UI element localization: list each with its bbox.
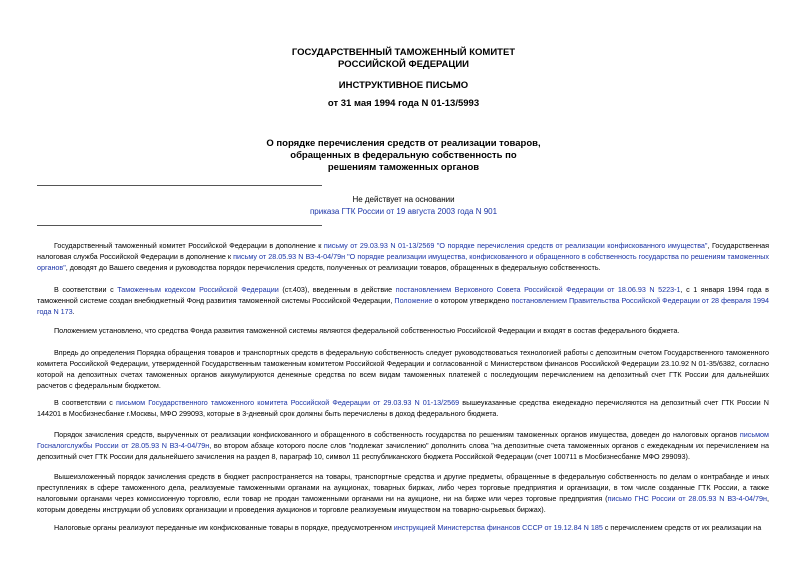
paragraph-1 [37,240,769,273]
link-customs-code[interactable]: Таможенным кодексом Российской Федерации [117,285,279,294]
link-gns-letter-79n[interactable]: письмом Госналогслужбы России от 28.05.93 N ВЗ-4-04/79н [37,430,769,450]
link-gns-letter-79n-2[interactable]: письмо ГНС России от 28.05.93 N ВЗ-4-04/79н [607,494,767,503]
link-supreme-council-resolution[interactable]: постановлением Верховного Совета Российской Федерации от 18.06.93 N 5223-1 [395,285,681,294]
status-note-link-row [0,206,807,218]
paragraph-text: с перечислением средств от их реализации на [602,523,762,532]
status-link[interactable]: приказа ГТК России от 19 августа 2003 года N 901 [309,207,498,216]
title-line-1: О порядке перечисления средств от реализации товаров, [266,138,541,149]
paragraph-text: , которым доведены инструкции об условиях организации и проведения аукционов и торговле реализуемым имуществом на товарно-сырьевых биржах). [37,494,769,514]
paragraph-text: . [72,307,75,316]
status-note: Не действует на основании [352,195,455,204]
paragraph-text: , с 1 января 1994 года в таможенной системе создан внебюджетный Фонд развития таможенной системы Российской Федерации, [37,285,769,305]
title-line-2: обращенных в федеральную собственность по [290,150,517,161]
paragraph-text: , доводят до Вашего сведения и руководства порядок перечисления средств, полученных от реализации товаров, обращенных в федеральную собственность. [65,263,601,272]
title-line-3: решениям таможенных органов [327,162,480,173]
divider-top [37,185,322,186]
link-minfin-instruction-185[interactable]: инструкцией Министерства финансов СССР от 19.12.84 N 185 [393,523,603,532]
paragraph-5 [37,397,769,419]
paragraph-text: вышеуказанные средства ежедекадно перечисляются на депозитный счет ГТК России N 144201 в Мосбизнесбанке г.Москвы, МФО 299093, которые в 3-дневный срок должны быть перечислены в доход федерального бюджета. [37,398,769,418]
link-government-resolution-173[interactable]: постановлением Правительства Российской Федерации от 28 февраля 1994 года N 173 [37,296,770,316]
paragraph-text: В соответствии с [54,398,116,407]
issuer-heading [0,47,807,71]
paragraph-text: В соответствии с [54,285,118,294]
paragraph-3: Положением установлено, что средства Фонда развития таможенной системы являются федеральной собственностью Российской Федерации и входят в состав федерального бюджета. [54,326,680,335]
document-type: ИНСТРУКТИВНОЕ ПИСЬМО [338,80,469,91]
issuer-line-1: ГОСУДАРСТВЕННЫЙ ТАМОЖЕННЫЙ КОМИТЕТ [291,47,516,58]
paragraph-6 [37,429,769,462]
issuer-line-2: РОССИЙСКОЙ ФЕДЕРАЦИИ [337,59,469,70]
paragraph-text: Налоговые органы реализуют переданные им конфискованные товары в порядке, предусмотренном [54,523,394,532]
divider-bottom [37,225,322,226]
paragraph-text: , Государственная налоговая служба Российской Федерации в дополнение к [37,241,769,261]
paragraph-text: о котором утверждено [432,296,512,305]
paragraph-2 [37,284,769,317]
paragraph-text: , во втором абзаце которого после слов "подлежат зачислению" дополнить слова "на депозитные счета таможенных органов с ежедекадным их перечислением на депозитный счет ГТК России для дальнейшего зачисления на раздел 8, параграф 10, символ 11 республиканского бюджета Российской Федерации (счет 100711 в Мосбизнесбанке МФО 299093). [37,441,770,461]
paragraph-text: (ст.403), введенным в действие [278,285,396,294]
paragraph-text: Государственный таможенный комитет Российской Федерации в дополнение к [54,241,324,250]
link-regulation[interactable]: Положение [394,296,433,305]
paragraph-4: Впредь до определения Порядка обращения товаров и транспортных средств в федеральную собственность следует руководствоваться технологией работы с депозитным счетом Государственного таможенного комитета Российской Федерации, утвержденной Государственным таможенным комитетом Российской Федерации и согласованной с Министерством финансов Российской Федерации 23.10.92 N 01-35/6382, согласно которой на депозитных счетах таможенных органов аккумулируются денежные средства по всем видам таможенных платежей с последующим перечислением на депозитный счет ГТК России для дальнейших расчетов с федеральным бюджетом. [37,348,769,390]
link-gtk-letter-2569[interactable]: письмом Государственного таможенного комитета Российской Федерации от 29.03.93 N 01-13/2569 [115,398,460,407]
paragraph-7 [37,471,769,515]
document-title [0,138,807,174]
paragraph-text: Вышеизложенный порядок зачисления средств в бюджет распространяется на товары, транспортные средства и другие предметы, обращенные в федеральную собственность по делам о контрабанде и иных преступлениях в сфере таможенного дела, реализуемые таможенными органами на аукционах, товарных биржах, либо через торговые предприятия и организации, в том числе созданные ГТК России, а также налоговыми органами через комиссионную торговлю, если товар не продан таможенными органами ни на аукционе, ни на бирже или через торговые предприятия ( [37,472,769,503]
link-letter-gtk-2569[interactable]: письму от 29.03.93 N 01-13/2569 "О порядке перечисления средств от реализации конфискованного имущества" [323,241,708,250]
paragraph-text: Порядок зачисления средств, вырученных от реализации конфискованного и обращенного в собственность государства по решениям таможенных органов имущества, доведен до налоговых органов [54,430,740,439]
document-date-number: от 31 мая 1994 года N 01-13/5993 [327,98,480,109]
link-letter-gns-79n[interactable]: письму от 28.05.93 N ВЗ-4-04/79н "О порядке реализации имущества, конфискованного и обращенного в собственность государства по решениям таможенных органов" [37,252,770,272]
paragraph-8 [37,522,769,533]
